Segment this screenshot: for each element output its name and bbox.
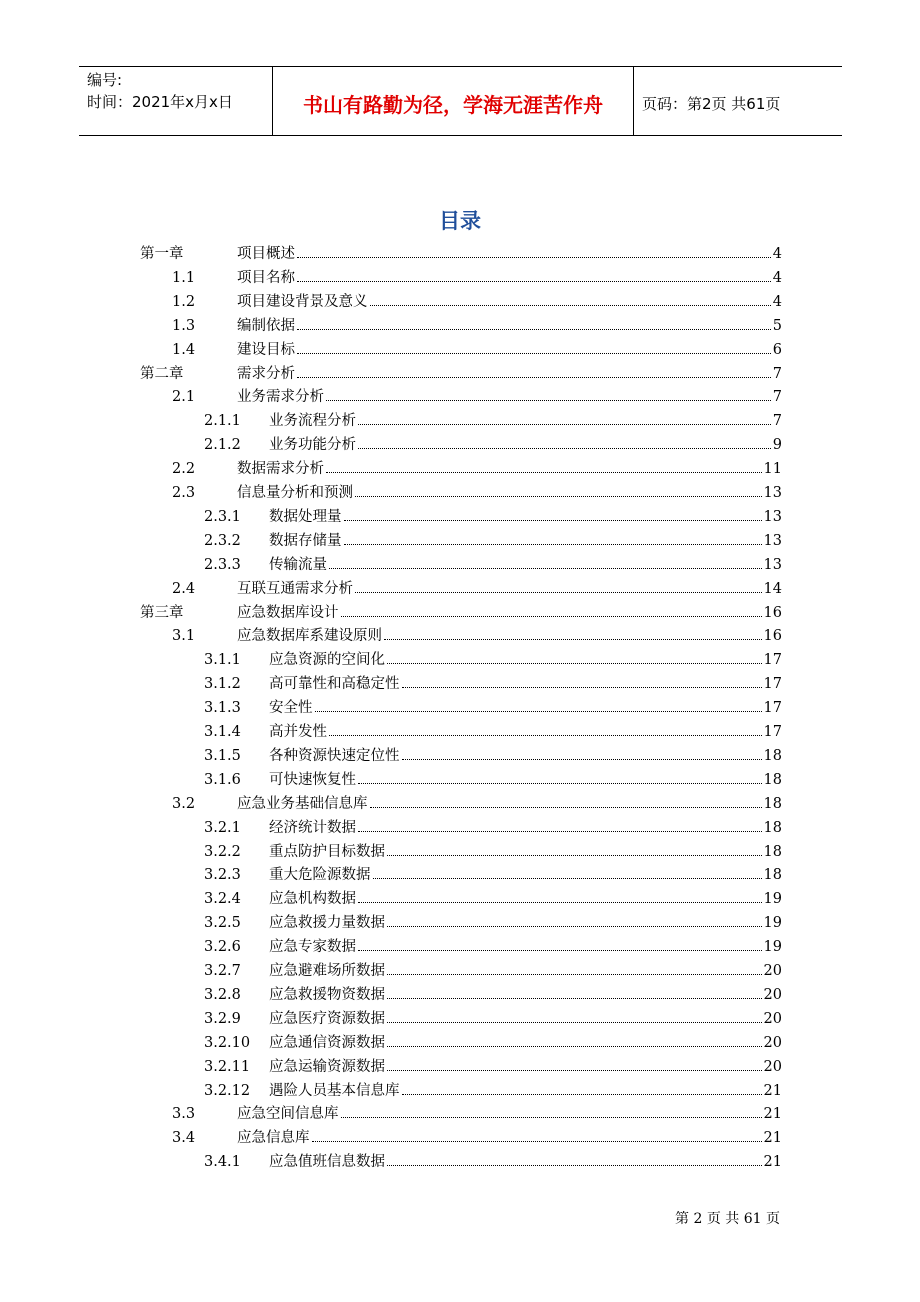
toc-entry-number: 3.1 <box>172 628 196 645</box>
toc-entry-title: 应急值班信息数据 <box>269 1154 385 1171</box>
toc-entry-number: 3.4 <box>172 1130 196 1147</box>
toc-entry-line <box>269 697 782 719</box>
toc-entry[interactable] <box>0 649 920 671</box>
toc-entry-number: 2.3.3 <box>204 556 241 573</box>
toc-entry-page: 17 <box>763 724 782 740</box>
toc-entry-title: 重大危险源数据 <box>269 867 371 884</box>
toc-leader-dots <box>344 520 762 521</box>
toc-entry-page: 7 <box>772 365 782 382</box>
toc-entry-line <box>237 243 782 265</box>
toc-entry-page: 19 <box>763 939 782 956</box>
toc-entry-number: 3.1.6 <box>204 771 241 788</box>
toc-entry[interactable] <box>0 864 920 886</box>
toc-entry-page: 20 <box>763 1058 782 1075</box>
toc-leader-dots <box>402 687 762 688</box>
toc-leader-dots <box>384 639 762 640</box>
toc-entry-title: 传输流量 <box>269 556 327 573</box>
toc-leader-dots <box>358 783 762 784</box>
toc-entry-number: 3.1.3 <box>204 700 241 717</box>
toc-entry-line <box>269 769 782 791</box>
toc-entry[interactable] <box>0 434 920 456</box>
toc-entry-number: 3.1.4 <box>204 724 241 740</box>
toc-entry-title: 应急数据库系建设原则 <box>237 628 382 645</box>
toc-entry-line <box>269 841 782 863</box>
toc-leader-dots <box>297 257 771 258</box>
toc-leader-dots <box>297 329 771 330</box>
page-footer: 第 2 页 共 61 页 <box>675 1211 780 1227</box>
toc-entry[interactable] <box>0 721 920 743</box>
toc-entry-title: 应急通信资源数据 <box>269 1034 385 1051</box>
toc-entry-number: 2.3.2 <box>204 532 241 549</box>
toc-leader-dots <box>341 1117 762 1118</box>
toc-leader-dots <box>402 759 762 760</box>
toc-entry-number: 3.1.2 <box>204 676 241 693</box>
toc-entry-number: 3.2.12 <box>204 1082 251 1099</box>
toc-entry-page: 17 <box>763 700 782 717</box>
toc-entry-page: 13 <box>763 485 782 501</box>
toc-entry[interactable] <box>0 1151 920 1173</box>
toc-entry-title: 应急避难场所数据 <box>269 963 385 979</box>
toc-entry-page: 17 <box>763 652 782 669</box>
toc-entry-page: 6 <box>772 341 782 358</box>
toc-entry-line <box>237 458 782 480</box>
toc-entry-line <box>237 625 782 647</box>
toc-leader-dots <box>358 448 771 449</box>
toc-entry-page: 21 <box>763 1106 782 1123</box>
toc-entry-page: 13 <box>763 556 782 573</box>
toc-entry-number: 2.1 <box>172 389 196 406</box>
toc-entry-title: 各种资源快速定位性 <box>269 747 400 764</box>
toc-leader-dots <box>358 424 771 425</box>
toc-entry-line <box>269 649 782 671</box>
toc-entry-title: 应急资源的空间化 <box>269 652 385 669</box>
toc-entry-page: 19 <box>763 915 782 932</box>
toc-entry-number: 3.2.8 <box>204 986 241 1003</box>
toc-entry-line <box>237 315 782 337</box>
toc-entry-number: 3.2.5 <box>204 915 241 932</box>
toc-entry[interactable] <box>0 578 920 600</box>
toc-entry-line <box>237 267 782 289</box>
toc-entry[interactable] <box>0 602 920 624</box>
toc-entry-number: 2.1.1 <box>204 413 241 430</box>
toc-entry-title: 重点防护目标数据 <box>269 843 385 860</box>
toc-entry-number: 3.2.4 <box>204 891 241 908</box>
toc-entry-line <box>269 1151 782 1173</box>
toc-leader-dots <box>370 305 771 306</box>
toc-leader-dots <box>312 1141 762 1142</box>
toc-entry-page: 18 <box>763 795 782 812</box>
toc-leader-dots <box>358 902 762 903</box>
toc-entry-number: 第三章 <box>140 604 184 621</box>
toc-entry-line <box>237 291 782 313</box>
toc-entry-title: 高可靠性和高稳定性 <box>269 676 400 693</box>
header-motto-cell <box>273 67 634 135</box>
toc-entry[interactable] <box>0 506 920 528</box>
toc-leader-dots <box>358 950 762 951</box>
toc-entry[interactable] <box>0 817 920 839</box>
toc-entry-line <box>269 1080 782 1102</box>
toc-entry-line <box>237 793 782 815</box>
toc-entry-number: 3.1.5 <box>204 747 241 764</box>
toc-entry-title: 项目概述 <box>237 246 295 262</box>
toc-entry[interactable] <box>0 482 920 504</box>
toc-entry[interactable] <box>0 912 920 934</box>
toc-entry[interactable] <box>0 554 920 576</box>
toc-entry-page: 18 <box>763 771 782 788</box>
toc-entry-line <box>269 817 782 839</box>
time-label: 时间：2021年x月x日 <box>87 93 233 111</box>
toc-entry-line <box>269 745 782 767</box>
toc-entry-number: 1.1 <box>172 269 196 286</box>
toc-entry-title: 项目建设背景及意义 <box>237 293 368 310</box>
toc-leader-dots <box>387 1070 762 1071</box>
toc-entry-title: 业务需求分析 <box>237 389 324 406</box>
toc-entry-line <box>237 363 782 385</box>
toc-entry-title: 编制依据 <box>237 317 295 334</box>
toc-entry-number: 3.2.2 <box>204 843 241 860</box>
toc-entry-number: 3.2.9 <box>204 1010 241 1027</box>
toc-entry-title: 应急数据库设计 <box>237 604 339 621</box>
toc-entry[interactable] <box>0 984 920 1006</box>
toc-entry-title: 遇险人员基本信息库 <box>269 1082 400 1099</box>
toc-entry-line <box>269 1032 782 1054</box>
toc-entry[interactable] <box>0 793 920 815</box>
toc-entry-page: 18 <box>763 843 782 860</box>
toc-entry[interactable] <box>0 243 920 265</box>
toc-entry-line <box>269 554 782 576</box>
header-meta-cell <box>79 67 273 135</box>
toc-entry-line <box>269 434 782 456</box>
toc-entry-page: 20 <box>763 986 782 1003</box>
toc-entry-title: 应急机构数据 <box>269 891 356 908</box>
toc-leader-dots <box>387 926 762 927</box>
serial-label: 编号: <box>87 71 123 89</box>
toc-entry-number: 2.3 <box>172 485 196 501</box>
page-header <box>79 66 842 136</box>
toc-entry-title: 应急业务基础信息库 <box>237 795 368 812</box>
toc-entry-page: 11 <box>763 461 782 478</box>
toc-entry-title: 项目名称 <box>237 269 295 286</box>
toc-entry-number: 3.2.7 <box>204 963 241 979</box>
toc-entry-page: 9 <box>772 437 782 454</box>
toc-entry-title: 信息量分析和预测 <box>237 485 353 501</box>
toc-entry-line <box>237 339 782 361</box>
toc-leader-dots <box>387 974 762 975</box>
toc-leader-dots <box>370 807 762 808</box>
header-motto: 书山有路勤为径，学海无涯苦作舟 <box>303 93 603 117</box>
toc-entry-number: 1.4 <box>172 341 196 358</box>
toc-leader-dots <box>358 831 762 832</box>
toc-entry[interactable] <box>0 1103 920 1125</box>
toc-entry-line <box>269 410 782 432</box>
header-page-cell <box>634 67 842 135</box>
toc-entry[interactable] <box>0 888 920 910</box>
toc-entry-page: 17 <box>763 676 782 693</box>
toc-entry[interactable] <box>0 841 920 863</box>
toc-entry-number: 2.1.2 <box>204 437 241 454</box>
toc-entry[interactable] <box>0 697 920 719</box>
toc-entry[interactable] <box>0 291 920 313</box>
toc-entry-line <box>237 602 782 624</box>
toc-entry-title: 数据需求分析 <box>237 461 324 478</box>
toc-leader-dots <box>315 711 762 712</box>
toc-entry-number: 第二章 <box>140 365 184 382</box>
toc-entry-line <box>237 1127 782 1149</box>
toc-entry-page: 20 <box>763 1010 782 1027</box>
toc-entry-line <box>269 1008 782 1030</box>
toc-entry-page: 13 <box>763 508 782 525</box>
toc-entry-page: 4 <box>772 293 782 310</box>
toc-entry-title: 需求分析 <box>237 365 295 382</box>
toc-entry-line <box>269 936 782 958</box>
toc-entry[interactable] <box>0 673 920 695</box>
toc-entry-number: 3.2.1 <box>204 819 241 836</box>
toc-entry-title: 应急信息库 <box>237 1130 310 1147</box>
toc-entry-number: 2.4 <box>172 580 196 597</box>
toc-entry-number: 1.2 <box>172 293 196 310</box>
toc-entry-line <box>269 506 782 528</box>
toc-entry-line <box>269 984 782 1006</box>
toc-entry-title: 互联互通需求分析 <box>237 580 353 597</box>
toc-entry-line <box>237 482 782 504</box>
toc-entry[interactable] <box>0 315 920 337</box>
toc-entry-title: 应急空间信息库 <box>237 1106 339 1123</box>
toc-entry[interactable] <box>0 1127 920 1149</box>
toc-leader-dots <box>387 998 762 999</box>
toc-leader-dots <box>387 1022 762 1023</box>
toc-entry-page: 18 <box>763 819 782 836</box>
toc-entry[interactable] <box>0 1032 920 1054</box>
toc-entry-page: 16 <box>763 604 782 621</box>
toc-entry[interactable] <box>0 386 920 408</box>
toc-entry-page: 16 <box>763 628 782 645</box>
toc-entry-title: 安全性 <box>269 700 313 717</box>
toc-entry-number: 3.2.11 <box>204 1058 251 1075</box>
toc-leader-dots <box>326 400 771 401</box>
toc-entry-line <box>237 386 782 408</box>
toc-entry[interactable] <box>0 1008 920 1030</box>
toc-entry-page: 20 <box>763 963 782 979</box>
toc-entry-number: 3.2 <box>172 795 196 812</box>
toc-entry-line <box>269 1056 782 1078</box>
toc-entry-title: 经济统计数据 <box>269 819 356 836</box>
toc-entry-line <box>237 1103 782 1125</box>
toc-leader-dots <box>297 281 771 282</box>
toc-entry-page: 7 <box>772 413 782 430</box>
toc-entry-title: 应急专家数据 <box>269 939 356 956</box>
toc-entry-page: 21 <box>763 1154 782 1171</box>
toc-leader-dots <box>329 568 762 569</box>
toc-leader-dots <box>326 472 762 473</box>
toc-entry-line <box>269 864 782 886</box>
toc-leader-dots <box>355 496 762 497</box>
toc-entry[interactable] <box>0 339 920 361</box>
toc-entry-title: 建设目标 <box>237 341 295 358</box>
toc-entry-line <box>269 912 782 934</box>
toc-entry-number: 3.2.6 <box>204 939 241 956</box>
toc-entry-line <box>269 721 782 743</box>
toc-leader-dots <box>297 377 771 378</box>
toc-entry-title: 应急医疗资源数据 <box>269 1010 385 1027</box>
toc-entry-number: 2.3.1 <box>204 508 241 525</box>
toc-entry-page: 7 <box>772 389 782 406</box>
toc-entry-title: 业务功能分析 <box>269 437 356 454</box>
toc-entry[interactable] <box>0 769 920 791</box>
toc-entry-title: 业务流程分析 <box>269 413 356 430</box>
toc-entry-line <box>269 960 782 982</box>
toc-entry-line <box>237 578 782 600</box>
toc-entry[interactable] <box>0 530 920 552</box>
toc-entry-page: 21 <box>763 1082 782 1099</box>
toc-leader-dots <box>387 1046 762 1047</box>
toc-entry[interactable] <box>0 1056 920 1078</box>
toc-leader-dots <box>373 878 762 879</box>
toc-entry-number: 3.2.3 <box>204 867 241 884</box>
toc-entry[interactable] <box>0 363 920 385</box>
toc-entry[interactable] <box>0 960 920 982</box>
toc-leader-dots <box>402 1094 762 1095</box>
toc-entry-title: 应急运输资源数据 <box>269 1058 385 1075</box>
toc-title: 目录 <box>439 209 481 233</box>
toc-entry-page: 19 <box>763 891 782 908</box>
toc-entry[interactable] <box>0 1080 920 1102</box>
toc-entry[interactable] <box>0 458 920 480</box>
toc-entry-line <box>269 888 782 910</box>
toc-entry-title: 应急救援力量数据 <box>269 915 385 932</box>
toc-entry[interactable] <box>0 410 920 432</box>
toc-entry-page: 21 <box>763 1130 782 1147</box>
toc-entry-page: 14 <box>763 580 782 597</box>
toc-entry-page: 4 <box>772 269 782 286</box>
toc-entry[interactable] <box>0 745 920 767</box>
toc-leader-dots <box>341 616 762 617</box>
toc-entry-line <box>269 673 782 695</box>
toc-entry-number: 3.1.1 <box>204 652 241 669</box>
toc-entry-title: 数据处理量 <box>269 508 342 525</box>
toc-entry-number: 3.4.1 <box>204 1154 241 1171</box>
toc-leader-dots <box>344 544 762 545</box>
toc-leader-dots <box>387 1165 762 1166</box>
toc-entry-page: 5 <box>772 317 782 334</box>
toc-entry-page: 18 <box>763 867 782 884</box>
toc-entry-number: 第一章 <box>140 246 184 262</box>
header-page-label: 页码：第2页 共61页 <box>642 95 781 113</box>
toc-entry-number: 3.2.10 <box>204 1034 251 1051</box>
toc-leader-dots <box>387 855 762 856</box>
toc-entry-page: 13 <box>763 532 782 549</box>
toc-entry-number: 3.3 <box>172 1106 196 1123</box>
toc-entry-title: 可快速恢复性 <box>269 771 356 788</box>
toc-entry-page: 20 <box>763 1034 782 1051</box>
toc-entry-number: 2.2 <box>172 461 196 478</box>
toc-entry-number: 1.3 <box>172 317 196 334</box>
toc-entry[interactable] <box>0 267 920 289</box>
toc-entry-page: 4 <box>772 246 782 262</box>
toc-entry-line <box>269 530 782 552</box>
toc-entry-title: 数据存储量 <box>269 532 342 549</box>
toc-entry-title: 应急救援物资数据 <box>269 986 385 1003</box>
toc-leader-dots <box>297 353 771 354</box>
toc-leader-dots <box>387 663 762 664</box>
toc-entry[interactable] <box>0 625 920 647</box>
toc-entry[interactable] <box>0 936 920 958</box>
toc-leader-dots <box>355 592 762 593</box>
toc-leader-dots <box>329 735 762 736</box>
toc-entry-page: 18 <box>763 747 782 764</box>
toc-entry-title: 高并发性 <box>269 724 327 740</box>
